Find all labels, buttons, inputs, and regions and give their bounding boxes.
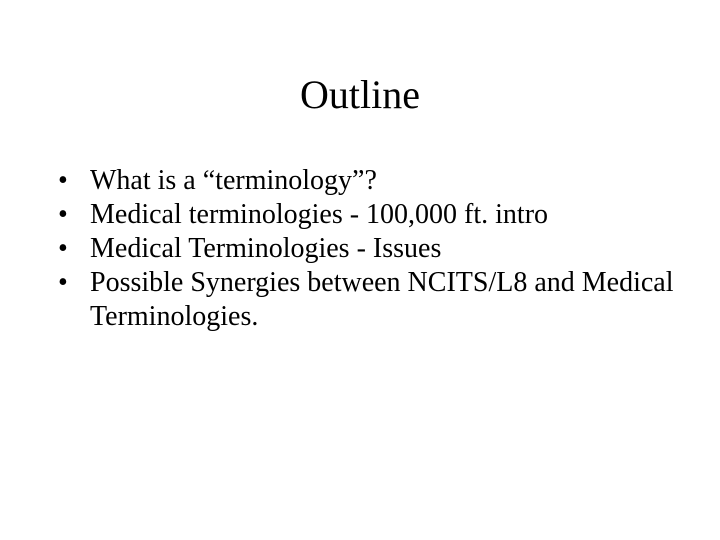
bullet-text: Possible Synergies between NCITS/L8 and Medical Terminologies. bbox=[90, 267, 674, 332]
bullet-icon: • bbox=[58, 267, 68, 298]
bullet-icon: • bbox=[58, 233, 68, 264]
bullet-item-4 bbox=[58, 266, 678, 334]
bullet-item-1 bbox=[58, 164, 678, 198]
bullet-icon: • bbox=[58, 165, 68, 196]
bullet-item-2 bbox=[58, 198, 678, 232]
bullet-text: Medical terminologies - 100,000 ft. intro bbox=[90, 199, 549, 230]
bullet-list bbox=[58, 164, 678, 334]
bullet-icon: • bbox=[58, 199, 68, 230]
slide-title: Outline bbox=[300, 72, 420, 117]
bullet-text: What is a “terminology”? bbox=[90, 165, 377, 196]
bullet-text: Medical Terminologies - Issues bbox=[90, 233, 442, 264]
bullet-item-3 bbox=[58, 232, 678, 266]
